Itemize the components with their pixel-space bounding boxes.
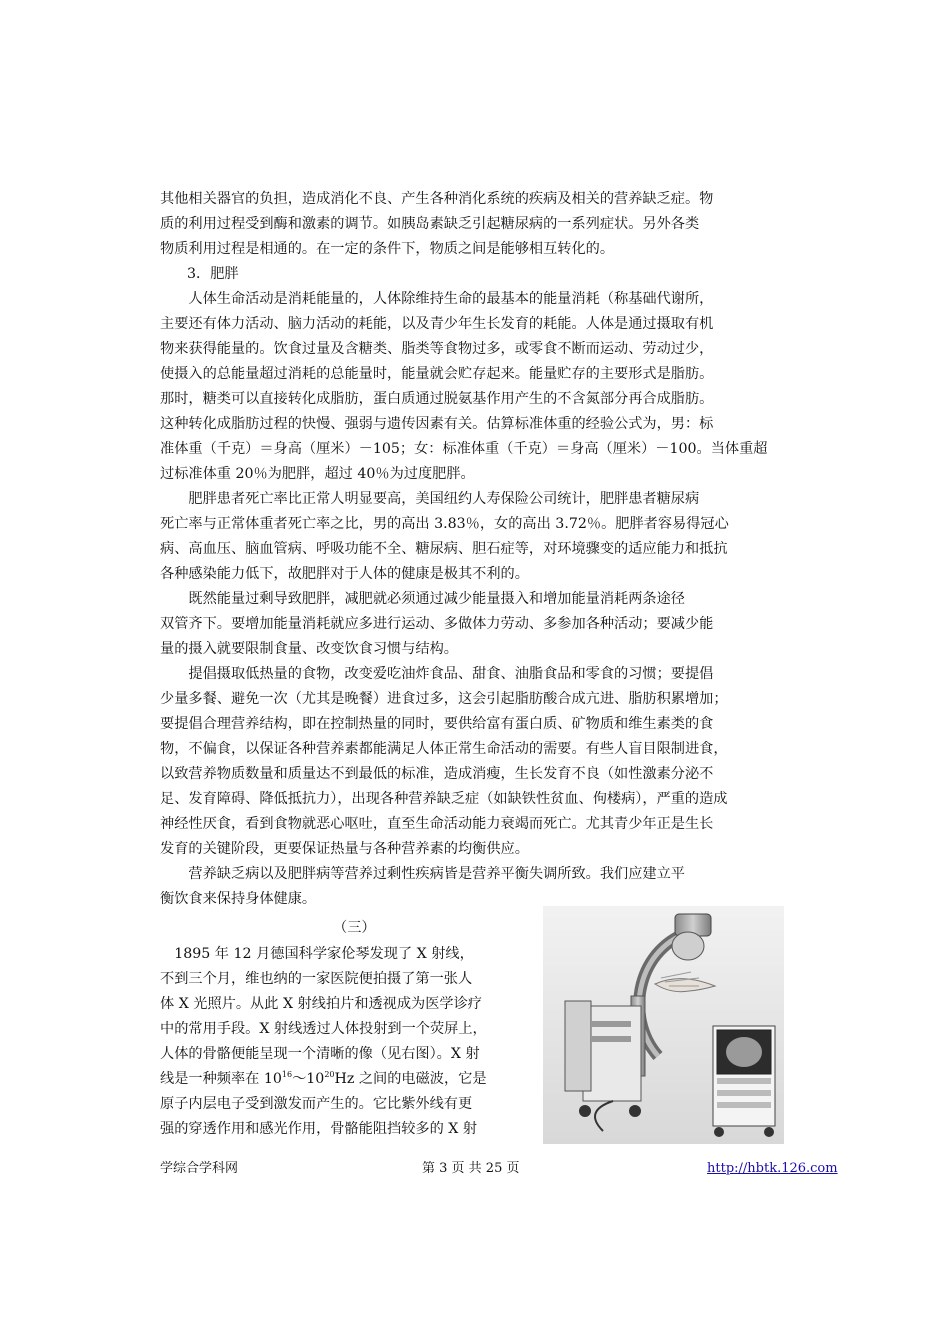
paragraph-energy [160, 287, 792, 487]
text-line: 这种转化成脂肪过程的快慢、强弱与遗传因素有关。估算标准体重的经验公式为，男：标 [160, 416, 714, 432]
paragraph-balance [160, 862, 792, 912]
text-line: 肥胖患者死亡率比正常人明显要高，美国纽约人寿保险公司统计，肥胖患者糖尿病 [160, 491, 700, 507]
paragraph-mortality [160, 487, 792, 587]
paragraph-weight-loss [160, 587, 792, 662]
text-line: 以致营养物质数量和质量达不到最低的标准，造成消瘦，生长发育不良（如性激素分泌不 [160, 766, 714, 782]
text-line: 那时，糖类可以直接转化成脂肪，蛋白质通过脱氨基作用产生的不含氮部分再合成脂肪。 [160, 391, 714, 407]
text-line: 提倡摄取低热量的食物，改变爱吃油炸食品、甜食、油脂食品和零食的习惯；要提倡 [160, 666, 714, 682]
text-line: 准体重（千克）＝身高（厘米）－105；女：标准体重（千克）＝身高（厘米）－100。当体重超 [160, 441, 768, 457]
paragraph-digestion [160, 187, 792, 262]
text-line: 使摄入的总能量超过消耗的总能量时，能量就会贮存起来。能量贮存的主要形式是脂肪。 [160, 366, 714, 382]
text-line: 物，不偏食，以保证各种营养素都能满足人体正常生命活动的需要。有些人盲目限制进食， [160, 741, 728, 757]
text-line: 质的利用过程受到酶和激素的调节。如胰岛素缺乏引起糖尿病的一系列症状。另外各类 [160, 216, 700, 232]
paragraph-diet-advice [160, 662, 792, 862]
text-line: 物质利用过程是相通的。在一定的条件下，物质之间是能够相互转化的。 [160, 241, 615, 257]
text-line: 过标准体重 20％为肥胖，超过 40％为过度肥胖。 [160, 466, 475, 482]
text-line: 体 X 光照片。从此 X 射线拍片和透视成为医学诊疗 [160, 996, 482, 1012]
superscript-20: 20 [324, 1070, 335, 1079]
text-line: 人体生命活动是消耗能量的，人体除维持生命的最基本的能量消耗（称基础代谢所， [160, 291, 714, 307]
text-fragment: 线是一种频率在 10 [160, 1071, 282, 1087]
section-title-three: （三） [333, 920, 376, 936]
section-heading-obesity: 3．肥胖 [187, 266, 239, 282]
superscript-16: 16 [281, 1070, 293, 1079]
text-line: 强的穿透作用和感光作用，骨骼能阻挡较多的 X 射 [160, 1121, 478, 1137]
text-line: 少量多餐、避免一次（尤其是晚餐）进食过多，这会引起脂肪酸合成亢进、脂肪积累增加； [160, 691, 728, 707]
text-line: 病、高血压、脑血管病、呼吸功能不全、糖尿病、胆石症等，对环境骤变的适应能力和抵抗 [160, 541, 728, 557]
text-line: 既然能量过剩导致肥胖，减肥就必须通过减少能量摄入和增加能量消耗两条途径 [160, 591, 685, 607]
footer-link[interactable]: http://hbtk.126.com [707, 1161, 838, 1176]
text-line: 要提倡合理营养结构，即在控制热量的同时，要供给富有蛋白质、矿物质和维生素类的食 [160, 716, 714, 732]
text-line: 人体的骨骼便能呈现一个清晰的像（见右图）。X 射 [160, 1046, 480, 1062]
text-line: 1895 年 12 月德国科学家伦琴发现了 X 射线， [160, 946, 474, 962]
text-line: 死亡率与正常体重者死亡率之比，男的高出 3.83％，女的高出 3.72％。肥胖者容易得冠心 [160, 516, 729, 532]
text-line: 营养缺乏病以及肥胖病等营养过剩性疾病皆是营养平衡失调所致。我们应建立平 [160, 866, 685, 882]
xray-machine-illustration [543, 906, 784, 1144]
text-fragment: Hz 之间的电磁波，它是 [334, 1071, 487, 1087]
text-line: 衡饮食来保持身体健康。 [160, 891, 317, 907]
text-line: 神经性厌食，看到食物就恶心呕吐，直至生命活动能力衰竭而死亡。尤其青少年正是生长 [160, 816, 714, 832]
text-line: 发育的关键阶段，更要保证热量与各种营养素的均衡供应。 [160, 841, 529, 857]
paragraph-xray [160, 942, 532, 1142]
text-line: 主要还有体力活动、脑力活动的耗能，以及青少年生长发育的耗能。人体是通过摄取有机 [160, 316, 714, 332]
footer-page-number: 第 3 页 共 25 页 [422, 1161, 520, 1176]
text-line: 双管齐下。要增加能量消耗就应多进行运动、多做体力劳动、多参加各种活动；要减少能 [160, 616, 714, 632]
text-line: 各种感染能力低下，故肥胖对于人体的健康是极其不利的。 [160, 566, 529, 582]
text-fragment: ～10 [292, 1071, 325, 1087]
text-line: 量的摄入就要限制食量、改变饮食习惯与结构。 [160, 641, 458, 657]
text-line: 原子内层电子受到激发而产生的。它比紫外线有更 [160, 1096, 473, 1112]
text-line: 足、发育障碍、降低抵抗力），出现各种营养缺乏症（如缺铁性贫血、佝楼病），严重的造成 [160, 791, 728, 807]
text-line: 中的常用手段。X 射线透过人体投射到一个荧屏上， [160, 1021, 487, 1037]
text-line: 不到三个月，维也纳的一家医院便拍摄了第一张人 [160, 971, 473, 987]
footer-site-name: 学综合学科网 [160, 1161, 239, 1176]
text-line-frequency [160, 1067, 532, 1092]
text-line: 其他相关器官的负担，造成消化不良、产生各种消化系统的疾病及相关的营养缺乏症。物 [160, 191, 714, 207]
xray-machine-photo [543, 906, 784, 1144]
text-line: 物来获得能量的。饮食过量及含糖类、脂类等食物过多，或零食不断而运动、劳动过少， [160, 341, 714, 357]
